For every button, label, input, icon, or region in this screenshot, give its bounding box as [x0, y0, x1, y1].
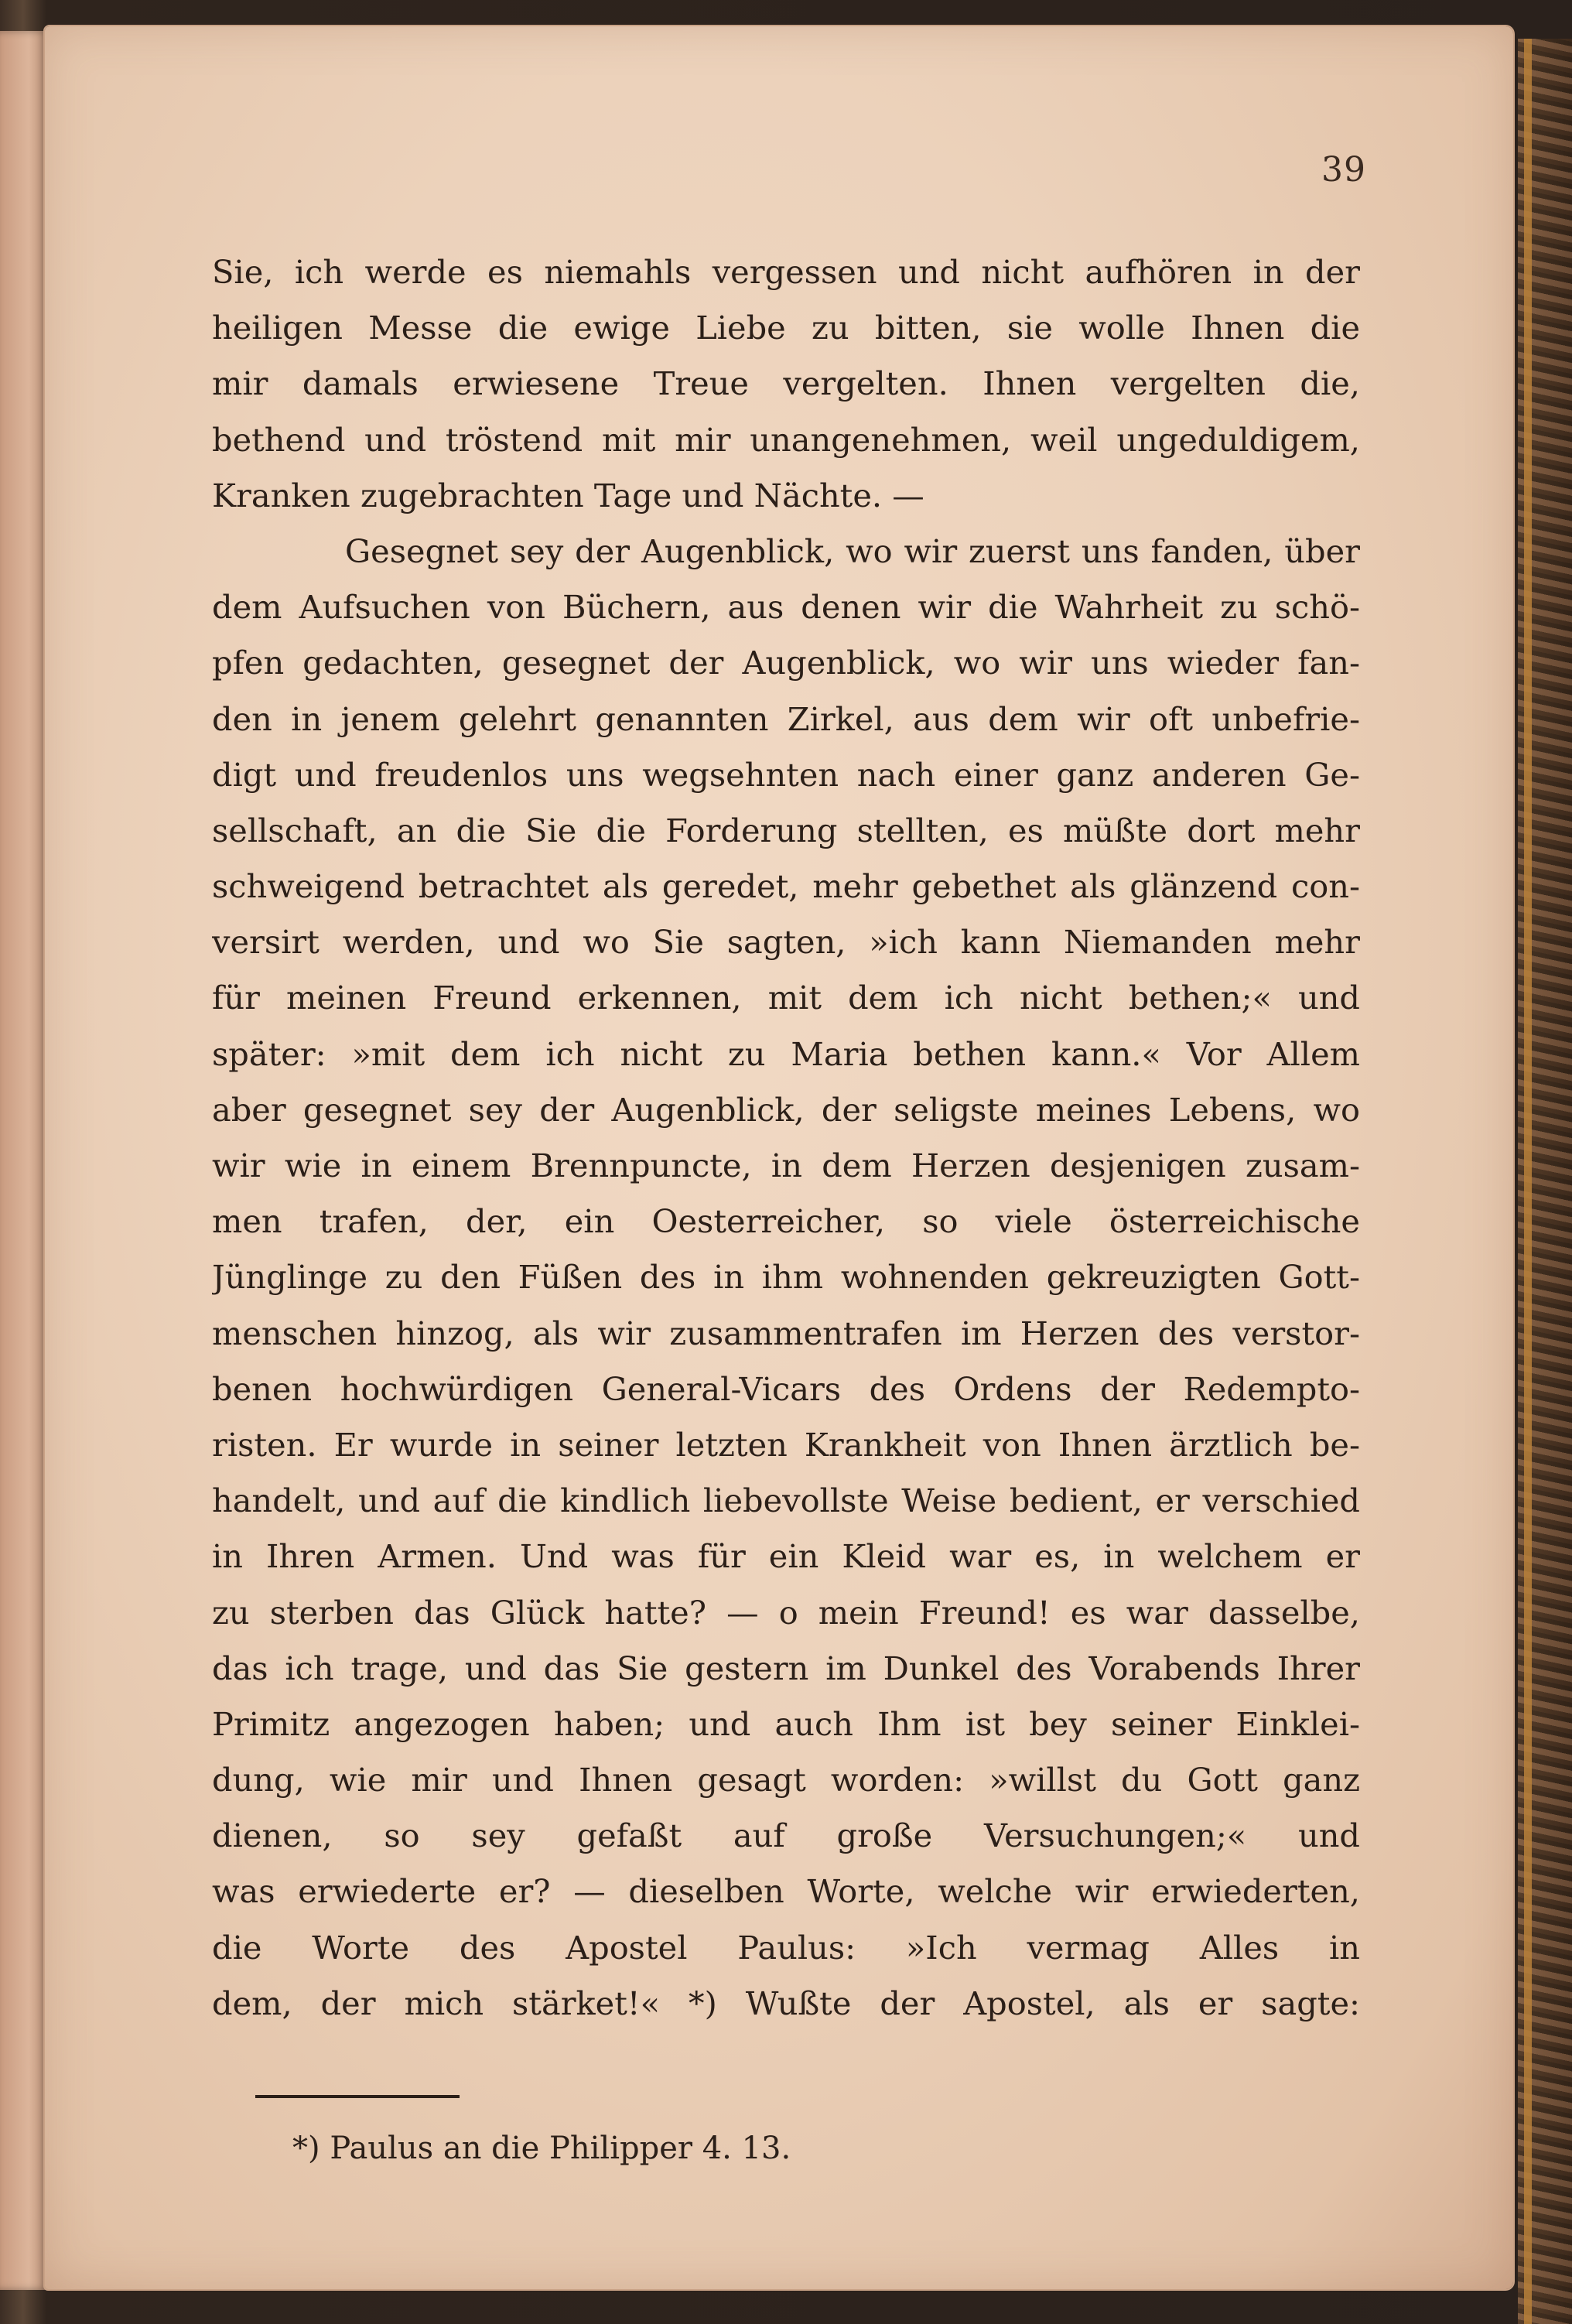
text-line: Primitz angezogen haben; und auch Ihm ist bey seiner Einklei- — [212, 1704, 1360, 1743]
text-line: die Worte des Apostel Paulus: »Ich vermag Alles in — [212, 1928, 1360, 1967]
text-line: menschen hinzog, als wir zusammentrafen im Herzen des verstor- — [212, 1314, 1360, 1352]
footnote-rule — [255, 2095, 460, 2098]
text-line: zu sterben das Glück hatte? — o mein Freund! es war dasselbe, — [212, 1593, 1360, 1632]
facing-page-edge — [0, 31, 48, 2290]
text-line: dem Aufsuchen von Büchern, aus denen wir die Wahrheit zu schö- — [212, 588, 1360, 627]
text-line: den in jenem gelehrt genannten Zirkel, aus dem wir oft unbefrie- — [212, 699, 1360, 738]
page-sheet — [45, 26, 1513, 2289]
text-line: aber gesegnet sey der Augenblick, der seligste meines Lebens, wo — [212, 1090, 1360, 1129]
text-line: sellschaft, an die Sie die Forderung stellten, es müßte dort mehr — [212, 811, 1360, 849]
text-line: digt und freudenlos uns wegsehnten nach einer ganz anderen Ge- — [212, 755, 1360, 794]
edge-band — [1524, 39, 1532, 2324]
text-line: bethend und tröstend mit mir unangenehmen, weil ungeduldigem, — [212, 420, 1360, 459]
text-line: wir wie in einem Brennpuncte, in dem Herzen desjenigen zusam- — [212, 1147, 1360, 1184]
text-line: das ich trage, und das Sie gestern im Dunkel des Vorabends Ihrer — [212, 1649, 1360, 1687]
body-text — [212, 244, 1360, 2032]
text-line: benen hochwürdigen General-Vicars des Ordens der Redempto- — [212, 1369, 1360, 1408]
text-line: in Ihren Armen. Und was für ein Kleid war es, in welchem er — [212, 1537, 1360, 1576]
text-line: risten. Er wurde in seiner letzten Krankheit von Ihnen ärztlich be- — [212, 1425, 1360, 1464]
text-line: heiligen Messe die ewige Liebe zu bitten, sie wolle Ihnen die — [212, 309, 1360, 347]
book-edge — [1518, 39, 1572, 2324]
page-number: 39 — [1321, 150, 1366, 190]
text-line: pfen gedachten, gesegnet der Augenblick, wo wir uns wieder fan- — [212, 644, 1360, 682]
text-line: für meinen Freund erkennen, mit dem ich nicht bethen;« und — [212, 979, 1360, 1017]
text-line: dienen, so sey gefaßt auf große Versuchungen;« und — [212, 1816, 1360, 1855]
text-line: dung, wie mir und Ihnen gesagt worden: »willst du Gott ganz — [212, 1761, 1360, 1799]
text-line: handelt, und auf die kindlich liebevollste Weise bedient, er verschied — [212, 1482, 1360, 1520]
text-line: was erwiederte er? — dieselben Worte, welche wir erwiederten, — [212, 1872, 1360, 1911]
text-line: Jünglinge zu den Füßen des in ihm wohnenden gekreuzigten Gott- — [212, 1258, 1360, 1297]
text-line: mir damals erwiesene Treue vergelten. Ihnen vergelten die, — [212, 364, 1360, 403]
text-line: men trafen, der, ein Oesterreicher, so viele österreichische — [212, 1202, 1360, 1241]
text-line: später: »mit dem ich nicht zu Maria bethen kann.« Vor Allem — [212, 1034, 1360, 1073]
text-line: Sie, ich werde es niemahls vergessen und nicht aufhören in der — [212, 253, 1360, 291]
text-line: Gesegnet sey der Augenblick, wo wir zuerst uns fanden, über — [345, 531, 1360, 570]
text-line: schweigend betrachtet als geredet, mehr gebethet als glänzend con- — [212, 867, 1360, 906]
text-line: Kranken zugebrachten Tage und Nächte. — — [212, 476, 924, 514]
text-line: dem, der mich stärket!« *) Wußte der Apostel, als er sagte: — [212, 1984, 1360, 2022]
text-line: versirt werden, und wo Sie sagten, »ich kann Niemanden mehr — [212, 923, 1360, 962]
footnote: *) Paulus an die Philipper 4. 13. — [292, 2131, 791, 2166]
